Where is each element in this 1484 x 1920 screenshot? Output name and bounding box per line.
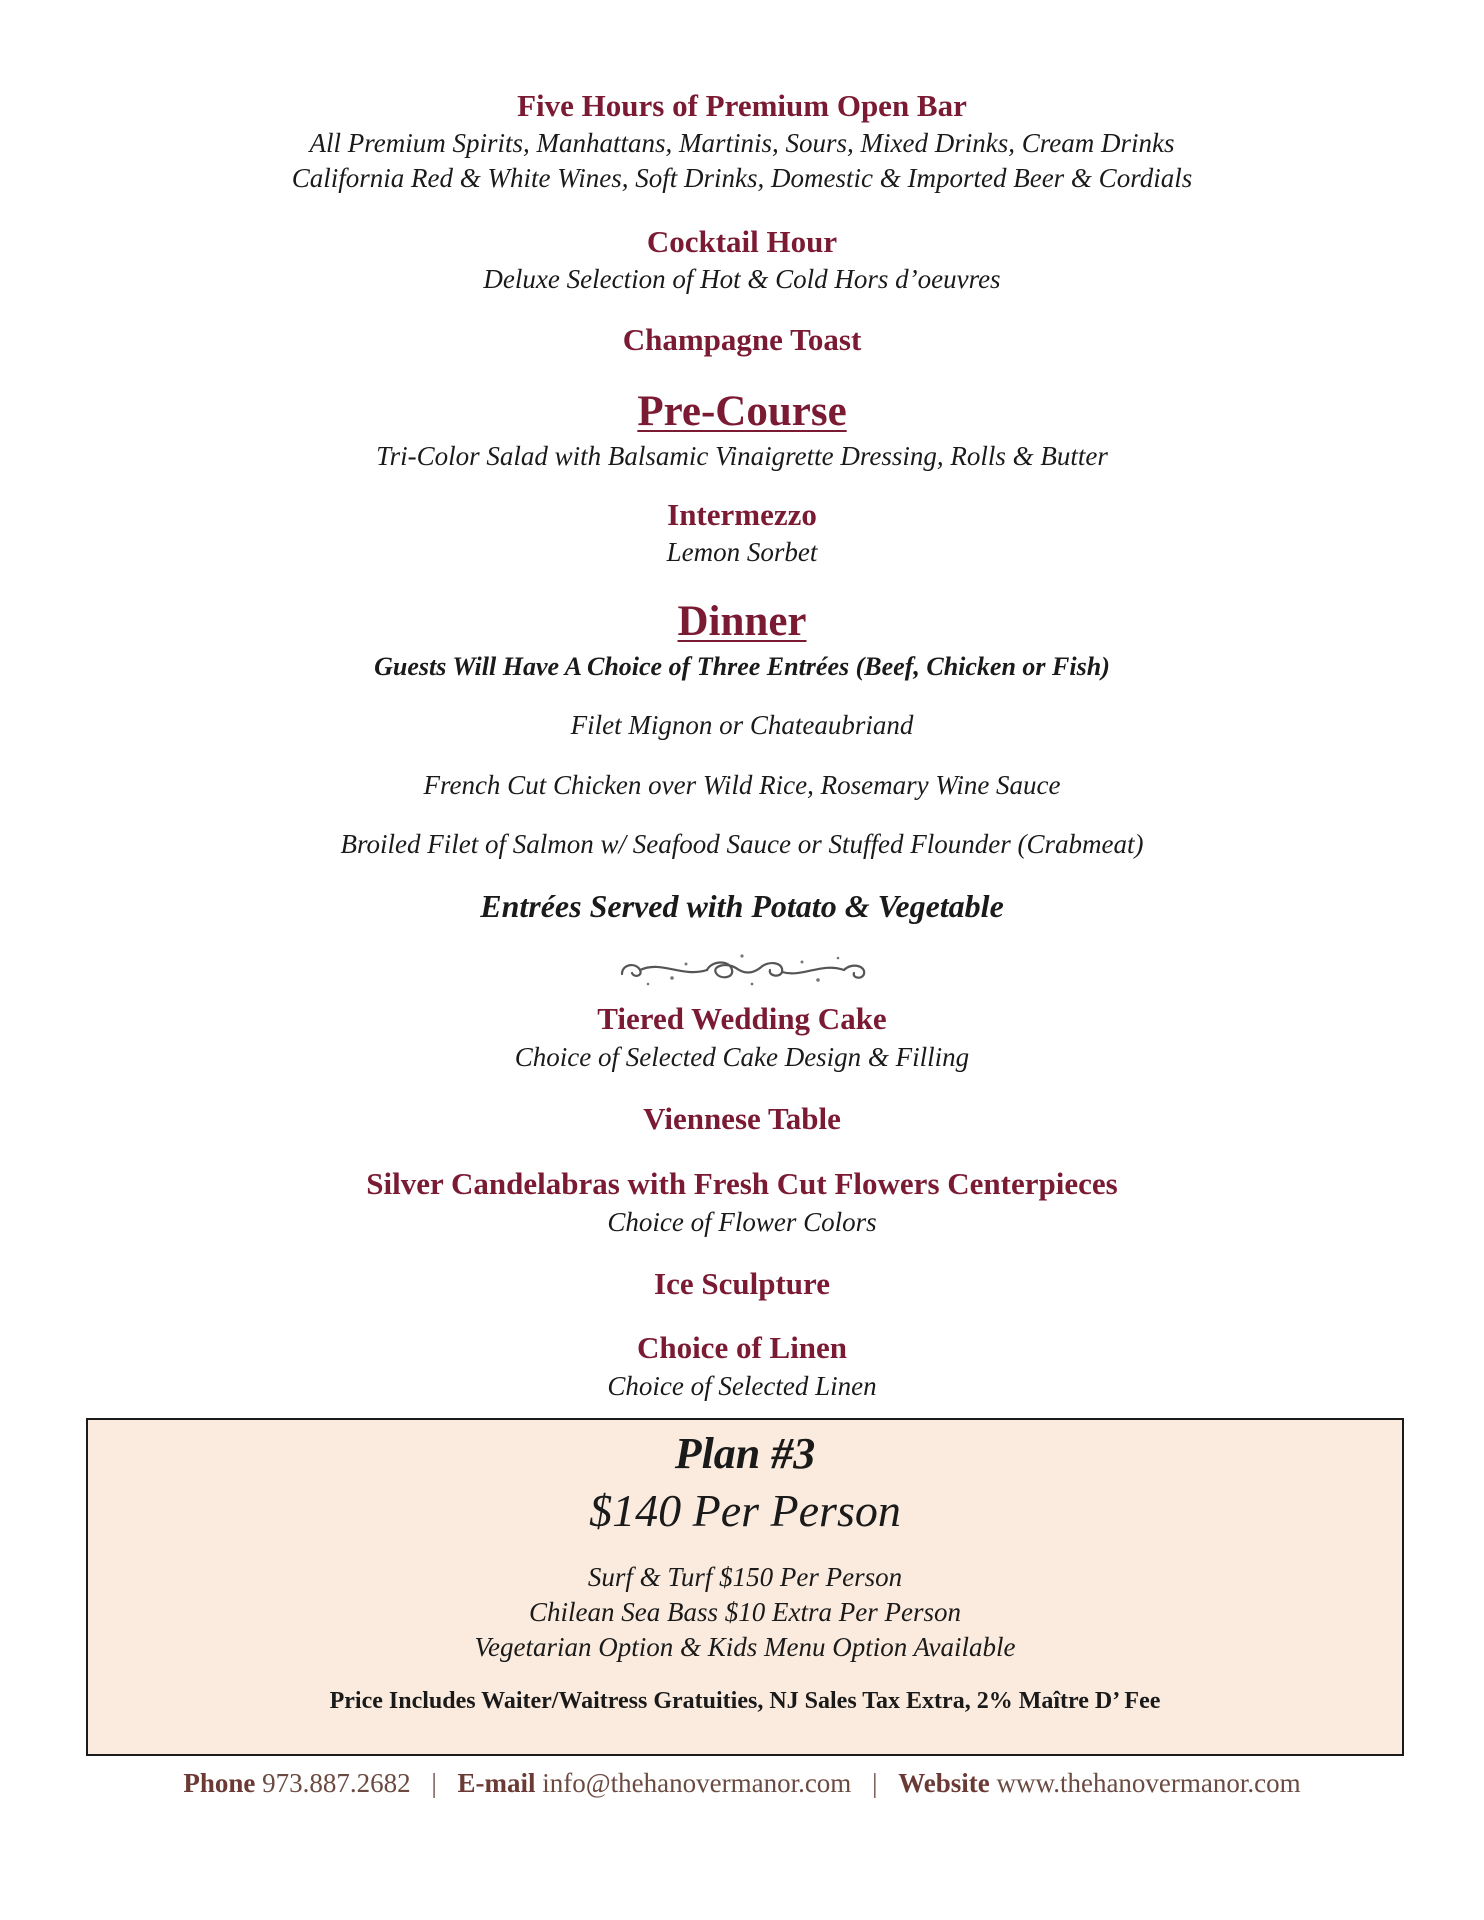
website-link[interactable]: www.thehanovermanor.com bbox=[996, 1768, 1301, 1798]
precourse-line: Tri-Color Salad with Balsamic Vinaigrette Dressing, Rolls & Butter bbox=[376, 441, 1108, 471]
precourse-title: Pre-Course bbox=[637, 388, 847, 435]
served-with: Entrées Served with Potato & Vegetable bbox=[480, 888, 1004, 924]
plan-note: Price Includes Waiter/Waitress Gratuities, NJ Sales Tax Extra, 2% Maître D’ Fee bbox=[329, 1688, 1161, 1714]
candelabras-title: Silver Candelabras with Fresh Cut Flowers Centerpieces bbox=[366, 1166, 1118, 1201]
intermezzo-title: Intermezzo bbox=[667, 497, 817, 532]
email-link[interactable]: info@thehanovermanor.com bbox=[542, 1768, 852, 1798]
ice-title: Ice Sculpture bbox=[654, 1266, 830, 1301]
dinner-option: Filet Mignon or Chateaubriand bbox=[570, 710, 914, 740]
dinner-option: Broiled Filet of Salmon w/ Seafood Sauce or Stuffed Flounder (Crabmeat) bbox=[340, 829, 1144, 859]
open-bar-line-2: California Red & White Wines, Soft Drinks, Domestic & Imported Beer & Cordials bbox=[291, 163, 1193, 193]
candelabras-line: Choice of Flower Colors bbox=[607, 1207, 877, 1237]
dinner-subtitle: Guests Will Have A Choice of Three Entrées (Beef, Chicken or Fish) bbox=[374, 652, 1110, 681]
scroll-flourish-icon bbox=[612, 948, 874, 994]
linen-title: Choice of Linen bbox=[636, 1330, 848, 1365]
email-label: E-mail bbox=[457, 1768, 536, 1798]
plan-box bbox=[86, 1418, 1404, 1756]
open-bar-title: Five Hours of Premium Open Bar bbox=[517, 88, 967, 123]
intermezzo-line: Lemon Sorbet bbox=[666, 537, 818, 567]
plan-extra: Chilean Sea Bass $10 Extra Per Person bbox=[529, 1597, 961, 1627]
cocktail-line: Deluxe Selection of Hot & Cold Hors d’oeuvres bbox=[483, 264, 1001, 294]
phone-label: Phone bbox=[183, 1768, 256, 1798]
cake-title: Tiered Wedding Cake bbox=[597, 1001, 887, 1036]
dinner-option: French Cut Chicken over Wild Rice, Rosemary Wine Sauce bbox=[423, 770, 1061, 800]
contact-footer bbox=[0, 1768, 1484, 1799]
linen-line: Choice of Selected Linen bbox=[607, 1371, 877, 1401]
plan-extra: Vegetarian Option & Kids Menu Option Available bbox=[474, 1632, 1016, 1662]
phone-number[interactable]: 973.887.2682 bbox=[262, 1768, 411, 1798]
plan-price: $140 Per Person bbox=[589, 1485, 901, 1536]
footer-separator: | bbox=[431, 1768, 437, 1798]
website-label: Website bbox=[898, 1768, 990, 1798]
footer-separator: | bbox=[872, 1768, 878, 1798]
open-bar-line-1: All Premium Spirits, Manhattans, Martinis, Sours, Mixed Drinks, Cream Drinks bbox=[309, 128, 1175, 158]
cocktail-title: Cocktail Hour bbox=[646, 224, 838, 259]
viennese-title: Viennese Table bbox=[643, 1101, 841, 1136]
plan-name: Plan #3 bbox=[674, 1429, 816, 1478]
dinner-title: Dinner bbox=[677, 598, 807, 645]
champagne-title: Champagne Toast bbox=[622, 322, 862, 357]
cake-line: Choice of Selected Cake Design & Filling bbox=[514, 1042, 970, 1072]
plan-extra: Surf & Turf $150 Per Person bbox=[587, 1562, 903, 1592]
